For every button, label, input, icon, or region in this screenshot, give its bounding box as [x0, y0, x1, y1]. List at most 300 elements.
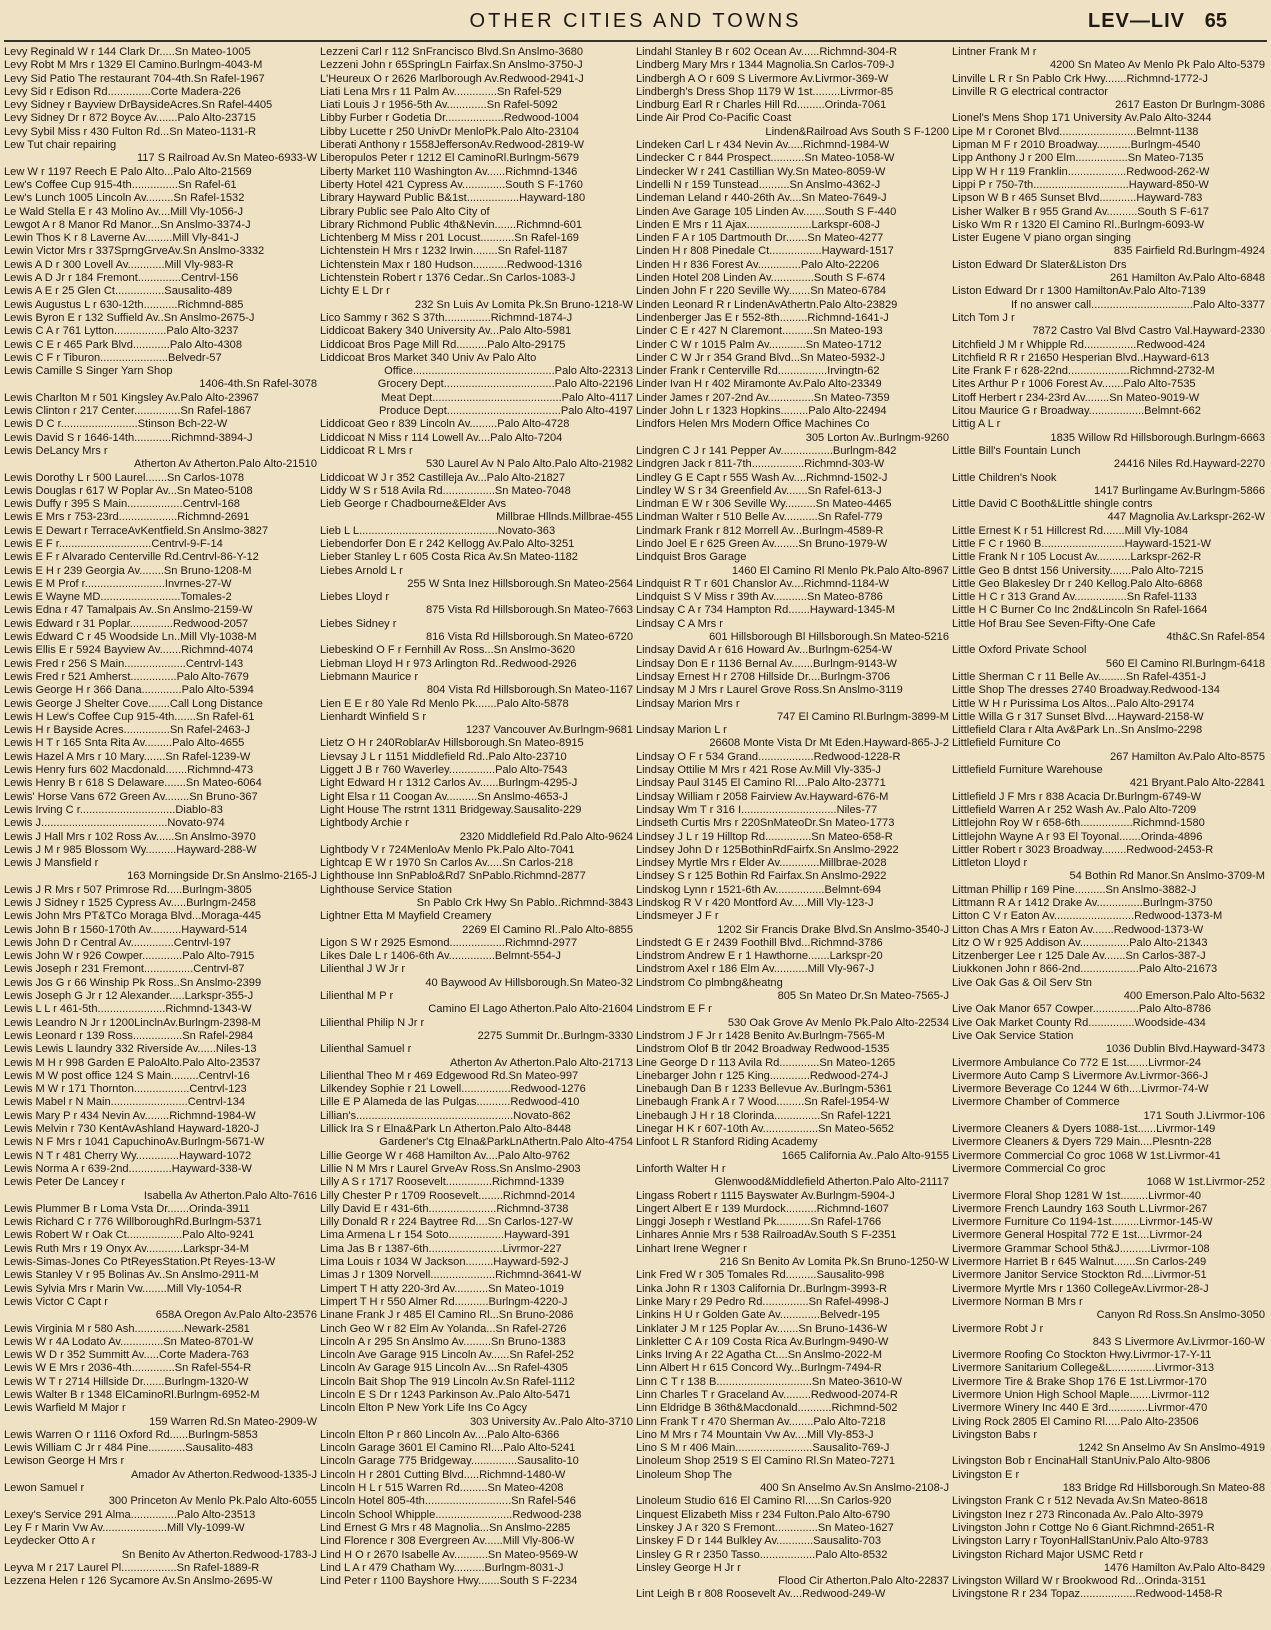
- listing-entry: Linhares Annie Mrs r 538 RailroadAv.South S F-2351: [636, 1229, 897, 1242]
- directory-columns: [4, 46, 1267, 1626]
- listing-entry: Livermore Winery Inc 440 E 3rd.............Livrmor-470: [952, 1402, 1208, 1415]
- listing-entry: Lewis John B r 1560-170th Av..........Hayward-514: [4, 923, 248, 936]
- listing-entry: Lewin Victor Mrs r 337SprngGrveAv.Sn Anslmo-3332: [4, 245, 265, 258]
- listing-entry: Produce Dept.....................................Palo Alto-4197: [378, 405, 633, 418]
- listing-entry: Livermore Robt J r: [952, 1322, 1044, 1335]
- listing-entry: L'Heureux O r 2626 Marlborough Av.Redwood-2941-J: [320, 72, 584, 85]
- listing-entry: Linville R G electrical contractor: [952, 85, 1108, 98]
- listing-entry: Linskey J A r 320 S Fremont..............Sn Mateo-1627: [636, 1521, 894, 1534]
- listing-entry: Light House The rstrnt 1311 Bridgeway.Sausalito-229: [320, 803, 582, 816]
- listing-entry: Lippi P r 750-7th...............................Hayward-850-W: [952, 178, 1209, 191]
- listing-entry: Linden H r 808 Pinedale Ct.................Hayward-1517: [636, 245, 894, 258]
- listing-entry: 303 University Av..Palo Alto-3710: [469, 1415, 633, 1428]
- listing-entry: 1242 Sn Anselmo Av Sn Anslmo-4919: [1078, 1442, 1265, 1455]
- listing-entry: Lindsay M J Mrs r Laurel Grove Ross.Sn Anslmo-3119: [636, 684, 903, 697]
- listing-entry: Lichty E L Dr r: [320, 285, 390, 298]
- listing-entry: Lindsay William r 2058 Fairview Av.Hayward-676-M: [636, 790, 889, 803]
- listing-entry: Limpert T H r 550 Almer Rd...........Burlngm-4220-J: [320, 1295, 568, 1308]
- listing-entry: Lindstedt G E r 2439 Foothill Blvd...Richmnd-3786: [636, 936, 883, 949]
- listing-entry: Lilly Chester P r 1709 Roosevelt........Richmnd-2014: [320, 1189, 576, 1202]
- listing-entry: Liebes Arnold L r: [320, 564, 403, 577]
- listing-entry: Lindbergh A O r 609 S Livermore Av.Livrmor-369-W: [636, 72, 889, 85]
- listing-entry: Lindecker W r 241 Castillian Wy.Sn Mateo-8059-W: [636, 165, 886, 178]
- listing-entry: 183 Bridge Rd Hillsborough.Sn Mateo-88: [1062, 1482, 1265, 1495]
- listing-entry: Lewis D C r.........................Stinson Bch-22-W: [4, 418, 228, 431]
- listing-entry: 4200 Sn Mateo Av Menlo Pk Palo Alto-5379: [1049, 59, 1265, 72]
- listing-entry: Lewis Mabel r N Main.........................Centrvl-134: [4, 1096, 246, 1109]
- listing-entry: Ley F r Marin Vw Av.....................Mill Vly-1099-W: [4, 1521, 245, 1534]
- listing-entry: 1036 Dublin Blvd.Hayward-3473: [1105, 1043, 1265, 1056]
- listing-entry: Lewis Leonard r 139 Ross................Sn Rafel-2984: [4, 1029, 254, 1042]
- listing-entry: Libby Furber r Godetia Dr...................Redwood-1004: [320, 112, 579, 125]
- listing-entry: Little Willa G r 317 Sunset Blvd....Hayward-2158-W: [952, 710, 1204, 723]
- listing-entry: Livermore French Laundry 163 South L.Livrmor-267: [952, 1202, 1208, 1215]
- listing-entry: Likes Dale L r 1406-6th Av...............Belmnt-554-J: [320, 950, 561, 963]
- listing-entry: Lewis Norma A r 639-2nd..............Hayward-338-W: [4, 1162, 252, 1175]
- listing-entry: Little Geo Blakesley Dr r 240 Kellog.Palo Alto-6868: [952, 577, 1203, 590]
- listing-entry: Lewis Fred r 521 Amherst...............Palo Alto-7679: [4, 670, 249, 683]
- listing-entry: Lewis William C Jr r 484 Pine............Sausalito-483: [4, 1442, 254, 1455]
- listing-entry: Lincoln Garage 775 Bridgeway...............Sausalito-10: [320, 1455, 579, 1468]
- listing-entry: Lewis Walter B r 1348 ElCaminoRl.Burlngm-6952-M: [4, 1388, 260, 1401]
- listing-entry: Livermore Norman B Mrs r: [952, 1295, 1083, 1308]
- listing-entry: Lewis Duffy r 395 S Main..................Centrvl-168: [4, 498, 240, 511]
- listing-entry: Linsley George H Jr r: [636, 1561, 741, 1574]
- listing-entry: Lewis C E r 465 Park Blvd............Palo Alto-4308: [4, 338, 243, 351]
- listing-entry: Live Oak Market County Rd...............Woodside-434: [952, 1016, 1206, 1029]
- listing-entry: 747 El Camino Rl.Burlngm-3899-M: [776, 710, 949, 723]
- listing-entry: Liebendorfer Don E r 242 Kellogg Av.Palo Alto-3251: [320, 537, 575, 550]
- listing-entry: Linhart Irene Wegner r: [636, 1242, 747, 1255]
- listing-entry: 1835 Willow Rd Hillsborough.Burlngm-6663: [1050, 431, 1265, 444]
- listing-entry: Littlejohn Roy W r 658-6th.................Richmnd-1580: [952, 817, 1205, 830]
- listing-entry: Lindskog Lynn r 1521-6th Av................Belmnt-694: [636, 883, 882, 896]
- listing-entry: Lewis Mary P r 434 Nevin Av........Richmnd-1984-W: [4, 1109, 256, 1122]
- listing-entry: Lewis Edna r 47 Tamalpais Av..Sn Anslmo-2159-W: [4, 604, 253, 617]
- listing-entry: Lindstrom Co plmbng&heatng: [636, 976, 783, 989]
- listing-entry: Lewis Dorothy L r 500 Laurel.......Sn Carlos-1078: [4, 471, 245, 484]
- listing-entry: Lindquist S V Miss r 39th Av...........Sn Mateo-8786: [636, 591, 883, 604]
- listing-entry: Lewis H r Bayside Acres...............Sn Rafel-2463-J: [4, 724, 251, 737]
- listing-entry: Lindstrom E F r: [636, 1003, 712, 1016]
- listing-entry: Leydecker Otto A r: [4, 1535, 96, 1548]
- listing-entry: Lindquist R T r 601 Chanslor Av....Richmnd-1184-W: [636, 577, 890, 590]
- listing-entry: 255 W Snta Inez Hillsborough.Sn Mateo-2564: [407, 577, 633, 590]
- listing-entry: Lewis Peter De Lancey r: [4, 1176, 125, 1189]
- listing-entry: Sn Pablo Crk Hwy Sn Pablo..Richmnd-3843: [416, 897, 633, 909]
- listing-entry: Lewis Robert W r Oak Ct..................Palo Alto-9241: [4, 1229, 255, 1242]
- listing-entry: Lewis Clinton r 217 Center...............Sn Rafel-1867: [4, 405, 252, 418]
- listing-entry: Lillie George W r 468 Hamilton Av....Palo Alto-9762: [320, 1149, 570, 1162]
- listing-entry: Levy Reginald W r 144 Clark Dr.....Sn Mateo-1005: [4, 46, 251, 58]
- listing-entry: Levy Sybil Miss r 430 Fulton Rd...Sn Mateo-1131-R: [4, 125, 256, 138]
- listing-entry: Lewis Ellis E r 5924 Bayview Av.......Richmnd-4074: [4, 644, 254, 657]
- listing-entry: Linebarger John r 125 King.............Redwood-274-J: [636, 1069, 889, 1082]
- listing-entry: Lindsay Don E r 1136 Bernal Av.......Burlngm-9143-W: [636, 657, 897, 670]
- listing-entry: Light Edward H r 1312 Carlos Av......Burlngm-4295-J: [320, 777, 578, 790]
- listing-entry: Lewis Plummer B r Loma Vsta Dr.......Orinda-3911: [4, 1202, 250, 1215]
- listing-entry: 400 Emerson.Palo Alto-5632: [1123, 990, 1265, 1003]
- listing-entry: Lindsmeyer J F r: [636, 910, 719, 923]
- listing-entry: Lew W r 1197 Reech E Palo Alto...Palo Alto-21569: [4, 165, 252, 178]
- listing-entry: Livermore Harriet B r 645 Walnut.......Sn Carlos-249: [952, 1256, 1207, 1269]
- listing-entry: Lilly A S r 1717 Roosevelt...............Richmnd-1339: [320, 1176, 565, 1189]
- listing-entry: 816 Vista Rd Hillsborough.Sn Mateo-6720: [425, 631, 633, 644]
- listing-entry: Linden Leonard R r LindenAvAthertn.Palo Alto-23829: [636, 298, 898, 311]
- listing-entry: 1068 W 1st.Livrmor-252: [1146, 1176, 1265, 1189]
- listing-entry: Livingstone R r 234 Topaz..................Redwood-1458-R: [952, 1588, 1223, 1601]
- listing-entry: Liddicoat Geo r 839 Lincoln Av.........Palo Alto-4728: [320, 418, 570, 431]
- listing-entry: Liebeskind O F r Fernhill Av Ross...Sn Anslmo-3620: [320, 644, 576, 657]
- listing-entry: Lindstrom Axel r 186 Elm Av...........Mill Vly-967-J: [636, 963, 875, 976]
- listing-entry: Le Wald Stella E r 43 Molino Av....Mill Vly-1056-J: [4, 205, 244, 218]
- listing-entry: Levy Robt M Mrs r 1329 El Camino.Burlngm-4043-M: [4, 59, 263, 72]
- listing-entry: Lezzeni Carl r 112 SnFrancisco Blvd.Sn Anslmo-3680: [320, 46, 584, 58]
- listing-entry: Lewis Jos G r 66 Winship Pk Ross..Sn Anslmo-2399: [4, 976, 262, 989]
- listing-entry: Lewis E F r..............................Centrvl-9-F-14: [4, 537, 223, 550]
- listing-entry: Lindsay C A Mrs r: [636, 617, 723, 630]
- listing-entry: Litch Tom J r: [952, 311, 1015, 324]
- listing-entry: 1476 Hamilton Av.Palo Alto-8429: [1103, 1561, 1265, 1574]
- listing-entry: Litchfield J M r Whipple Rd.................Redwood-424: [952, 338, 1206, 351]
- listing-entry: Library Hayward Public B&1st.................Hayward-180: [320, 192, 586, 205]
- listing-entry: 117 S Railroad Av.Sn Mateo-6933-W: [136, 152, 317, 165]
- listing-entry: 1460 El Camino Rl Menlo Pk.Palo Alto-8967: [731, 564, 949, 577]
- listing-entry: Lewis Victor C Capt r: [4, 1295, 108, 1308]
- listing-entry: Linde Air Prod Co-Pacific Coast: [636, 112, 792, 125]
- listing-entry: Lewis E Mrs r 753-23rd...................Richmnd-2691: [4, 511, 250, 524]
- listing-entry: Lindman E W r 306 Seville Wy..........Sn Mateo-4465: [636, 498, 892, 511]
- listing-entry: Linder C E r 427 N Claremont..........Sn Mateo-193: [636, 325, 883, 338]
- listing-entry: Lister Eugene V piano organ singing: [952, 232, 1131, 245]
- listing-entry: Lindsey Myrtle Mrs r Elder Av.............Millbrae-2028: [636, 857, 887, 870]
- listing-entry: Little H C Burner Co Inc 2nd&Lincoln Sn Rafel-1664: [952, 604, 1208, 617]
- listing-entry: Linoleum Studio 616 El Camino Rl.....Sn Carlos-920: [636, 1495, 892, 1508]
- listing-entry: Gardener's Ctg Elna&ParkLnAthertn.Palo Alto-4754: [379, 1136, 633, 1149]
- listing-entry: 2617 Easton Dr Burlngm-3086: [1115, 99, 1265, 112]
- listing-entry: Littlefield Warren A r 252 Wash Av..Palo Alto-7209: [952, 803, 1197, 816]
- listing-entry: 875 Vista Rd Hillsborough.Sn Mateo-7663: [425, 604, 633, 617]
- listing-entry: 1237 Vancouver Av.Burlngm-9681: [465, 724, 633, 737]
- listing-entry: Lindgren C J r 141 Pepper Av.................Burlngm-842: [636, 444, 897, 457]
- listing-entry: Lewis J Hall Mrs r 102 Ross Av......Sn Anslmo-3970: [4, 830, 256, 843]
- listing-entry: Lillick Ira S r Elna&Park Ln Atherton.Palo Alto-8448: [320, 1123, 571, 1136]
- listing-entry: 2320 Middlefield Rd.Palo Alto-9624: [459, 830, 633, 843]
- listing-entry: Libby Lucette r 250 UnivDr MenloPk.Palo Alto-23104: [320, 125, 580, 138]
- listing-entry: Livingston John r Cottge No 6 Giant.Richmnd-2651-R: [952, 1521, 1215, 1534]
- listing-entry: Liebes Sidney r: [320, 617, 397, 630]
- listing-entry: Lillie N M Mrs r Laurel GrveAv Ross.Sn Anslmo-2903: [320, 1162, 581, 1175]
- listing-entry: Liddicoat Bros Page Mill Rd..........Palo Alto-29175: [320, 338, 566, 351]
- listing-entry: Lindgren Jack r 811-7th.................Richmnd-303-W: [636, 458, 885, 471]
- listing-entry: Liberati Anthony r 1558JeffersonAv.Redwood-2819-W: [320, 139, 584, 152]
- listing-entry: Lew Tut chair repairing: [4, 139, 117, 152]
- listing-entry: Linka John R r 1303 California Dr..Burlngm-3993-R: [636, 1282, 887, 1295]
- listing-entry: Livermore Cleaners & Dyers 1088-1st......Livrmor-149: [952, 1123, 1216, 1136]
- listing-entry: Livingston Frank C r 512 Nevada Av.Sn Mateo-8618: [952, 1495, 1208, 1508]
- listing-entry: 163 Morningside Dr.Sn Anslmo-2165-J: [127, 870, 317, 883]
- listing-entry: Linoleum Shop 2519 S El Camino Rl.Sn Mateo-7271: [636, 1455, 896, 1468]
- listing-entry: Linder John L r 1323 Hopkins.........Palo Alto-22494: [636, 405, 887, 418]
- listing-entry: 804 Vista Rd Hillsborough.Sn Mateo-1167: [426, 684, 633, 697]
- listing-entry: Lew's Coffee Cup 915-4th...............Sn Rafel-61: [4, 178, 237, 191]
- listing-entry: Link Fred W r 305 Tomales Rd..........Sausalito-998: [636, 1269, 885, 1282]
- listing-entry: Lino S M r 406 Main.........................Sausalito-769-J: [636, 1442, 890, 1455]
- listing-entry: Limpert T H atty 220-3rd Av...........Sn Mateo-1019: [320, 1282, 564, 1295]
- listing-entry: Lewgot A r 8 Manor Rd Manor...Sn Anslmo-3374-J: [4, 218, 251, 231]
- listing-entry: Lindseth Curtis Mrs r 220SnMateoDr.Sn Mateo-1773: [636, 817, 895, 830]
- listing-entry: Linden E Mrs r 11 Ajax.....................Larkspr-608-J: [636, 218, 880, 231]
- directory-column-4: [952, 46, 1267, 1626]
- listing-entry: Littlejohn Wayne A r 93 El Toyonal.......Orinda-4896: [952, 830, 1203, 843]
- listing-entry: Sn Benito Av Atherton.Redwood-1783-J: [121, 1548, 317, 1561]
- listing-entry: Lindsay O F r 534 Grand..................Redwood-1228-R: [636, 750, 901, 763]
- listing-entry: Lewis Camille S Singer Yarn Shop: [4, 365, 173, 378]
- listing-entry: Live Oak Service Station: [952, 1029, 1074, 1042]
- listing-entry: Lindsay Marion L r: [636, 724, 727, 737]
- listing-entry: Lilienthal M P r: [320, 990, 394, 1003]
- listing-entry: Glenwood&Middlefield Atherton.Palo Alto-21117: [714, 1176, 949, 1189]
- listing-entry: Linden Hotel 208 Linden Av..............South S F-674: [636, 272, 886, 285]
- listing-entry: Littlefield Furniture Warehouse: [952, 764, 1103, 777]
- page-header: [0, 0, 1271, 36]
- listing-entry: Livermore Auto Camp S Livermore Av.Livrmor-366-J: [952, 1069, 1209, 1082]
- listing-entry: Lewis A D Jr r 184 Fremont..............Centrvl-156: [4, 272, 239, 285]
- listing-entry: Linder James r 207-2nd Av...............Sn Mateo-7359: [636, 391, 890, 404]
- listing-entry: Litzenberger Lee r 125 Dale Av.......Sn Carlos-387-J: [952, 950, 1206, 963]
- listing-entry: Lincoln A r 295 Sn Anslmo Av.........Sn Bruno-1383: [320, 1335, 566, 1348]
- listing-entry: Litz O W r 925 Addison Av................Palo Alto-21343: [952, 936, 1208, 949]
- listing-entry: Livingston Bob r EncinaHall StanUniv.Palo Alto-9806: [952, 1455, 1211, 1468]
- listing-entry: Atherton Av Atherton.Palo Alto-21510: [134, 458, 317, 471]
- listing-entry: 1417 Burlingame Av.Burlngm-5866: [1093, 484, 1265, 497]
- listing-entry: Litou Maurice G r Broadway..................Belmnt-662: [952, 405, 1201, 418]
- listing-entry: Lindstrom Andrew E r 1 Hawthorne.......Larkspr-20: [636, 950, 883, 963]
- listing-entry: Lindenberger Jas E r 552-8th.........Richmnd-1641-J: [636, 311, 889, 324]
- listing-entry: Linquest Elizabeth Miss r 234 Fulton.Palo Alto-6790: [636, 1508, 891, 1521]
- listing-entry: Lincoln Elton P r 860 Lincoln Av....Palo Alto-6366: [320, 1428, 560, 1441]
- listing-entry: Lichtenstein Robert r 1376 Cedar..Sn Carlos-1083-J: [320, 272, 576, 285]
- listing-entry: Liggett J B r 760 Waverley...............Palo Alto-7543: [320, 764, 568, 777]
- listing-entry: Lima Jas B r 1387-6th........................Livrmor-227: [320, 1242, 562, 1255]
- listing-entry: Lewis John Mrs PT&TCo Moraga Blvd...Moraga-445: [4, 910, 262, 923]
- listing-entry: Little W H r Purissima Los Altos...Palo Alto-29174: [952, 697, 1195, 710]
- listing-entry: Lind Peter r 1100 Bayshore Hwy.......South S F-2234: [320, 1575, 578, 1588]
- listing-entry: Liddicoat W J r 352 Castilleja Av...Palo Alto-21827: [320, 471, 566, 484]
- listing-entry: Lindeken Carl L r 434 Nevin Av.....Richmnd-1984-W: [636, 139, 890, 152]
- listing-entry: 232 Sn Luis Av Lomita Pk.Sn Bruno-1218-W: [414, 298, 633, 311]
- listing-entry: Lincoln Ave Garage 915 Lincoln Av......Sn Rafel-252: [320, 1349, 575, 1362]
- listing-entry: Liukkonen John r 866-2nd...................Palo Alto-21673: [952, 963, 1218, 976]
- listing-entry: Liddicoat Bakery 340 University Av...Palo Alto-5981: [320, 325, 572, 338]
- listing-entry: Lewis Joseph G Jr r 12 Alexander.....Larkspr-355-J: [4, 990, 254, 1003]
- listing-entry: Lewis A D r 300 Lovell Av............Mill Vly-983-R: [4, 258, 234, 271]
- listing-entry: Lichtenstein Max r 180 Hudson...........Redwood-1316: [320, 258, 583, 271]
- listing-entry: Lipe M r Coronet Blvd.........................Belmnt-1138: [952, 125, 1199, 138]
- listing-entry: Lezzena Helen r 126 Sycamore Av.Sn Anslmo-2695-W: [4, 1575, 273, 1588]
- listing-entry: 171 South J.Livrmor-106: [1143, 1109, 1265, 1122]
- listing-entry: Liddy W S r 518 Avila Rd.................Sn Mateo-7048: [320, 484, 571, 497]
- listing-entry: Lieb L L.............................................Novato-363: [320, 524, 556, 537]
- directory-column-3: [636, 46, 951, 1626]
- listing-entry: Lewis Richard C r 776 WillboroughRd.Burlngm-5371: [4, 1216, 262, 1229]
- listing-entry: Camino El Lago Atherton.Palo Alto-21604: [428, 1003, 633, 1016]
- listing-entry: Linden John F r 220 Seville Wy.......Sn Mateo-6784: [636, 285, 887, 298]
- listing-entry: 267 Hamilton Av.Palo Alto-8575: [1109, 750, 1265, 763]
- listing-entry: Lewis E H r 239 Georgia Av........Sn Bruno-1208-M: [4, 564, 252, 577]
- listing-entry: Linggi Joseph r Westland Pk...........Sn Rafel-1766: [636, 1216, 882, 1229]
- listing-entry: Linder C W r 1015 Palm Av............Sn Mateo-1712: [636, 338, 882, 351]
- listing-entry: Lewis Virginia M r 580 Ash................Newark-2581: [4, 1322, 250, 1335]
- listing-entry: Lindsay Marion Mrs r: [636, 697, 740, 710]
- listing-entry: Canyon Rd Ross.Sn Anslmo-3050: [1096, 1309, 1265, 1322]
- listing-entry: 658A Oregon Av.Palo Alto-23576: [155, 1309, 317, 1322]
- listing-entry: Lewis M W post office 124 S Main.........Centrvl-16: [4, 1069, 250, 1082]
- listing-entry: Lewis L L r 461-5th......................Richmnd-1343-W: [4, 1003, 252, 1016]
- listing-entry: Linder Ivan H r 402 Miramonte Av.Palo Alto-23349: [636, 378, 882, 391]
- listing-entry: Livermore Commercial Co groc 1068 W 1st.Livrmor-41: [952, 1149, 1221, 1162]
- listing-entry: Livermore Union High School Maple.......Livrmor-112: [952, 1388, 1210, 1401]
- listing-entry: 54 Bothin Rd Manor.Sn Anslmo-3709-M: [1069, 870, 1265, 883]
- listing-entry: Lindsey J L r 19 Hilltop Rd...............Sn Mateo-658-R: [636, 830, 893, 843]
- listing-entry: Liati Lena Mrs r 11 Palm Av..............Sn Rafel-529: [320, 85, 562, 98]
- listing-entry: 4th&C.Sn Rafel-854: [1166, 631, 1265, 644]
- listing-entry: Lint Leigh B r 808 Roosevelt Av....Redwood-249-W: [636, 1588, 886, 1601]
- listing-entry: 7872 Castro Val Blvd Castro Val.Hayward-2330: [1032, 325, 1265, 338]
- listing-entry: Livermore Ambulance Co 772 E 1st.......Livrmor-24: [952, 1056, 1202, 1069]
- listing-entry: Lindberg Mary Mrs r 1344 Magnolia.Sn Carlos-709-J: [636, 59, 895, 72]
- listing-entry: Lichtenberg M Miss r 201 Locust...........Sn Rafel-169: [320, 232, 579, 245]
- listing-entry: Lightner Etta M Mayfield Creamery: [320, 910, 492, 923]
- listing-entry: Lindsay Ernest H r 2708 Hillside Dr....Burlngm-3706: [636, 670, 891, 683]
- listing-entry: Lindquist Bros Garage: [636, 551, 747, 564]
- listing-entry: Linforth Walter H r: [636, 1162, 726, 1175]
- listing-entry: Lindeman Leland r 440-26th Av....Sn Mateo-7649-J: [636, 192, 887, 205]
- listing-entry: Littler Robert r 3023 Broadway........Redwood-2453-R: [952, 843, 1214, 856]
- listing-entry: Lewis Warfield M Major r: [4, 1402, 126, 1415]
- listing-entry: Littmann R A r 1412 Drake Av...............Burlngm-3750: [952, 897, 1213, 909]
- listing-entry: Linn C T r 138 B...............................Sn Mateo-3610-W: [636, 1375, 902, 1388]
- listing-entry: Livermore Sanitarium College&L..............Livrmor-313: [952, 1362, 1215, 1375]
- listing-entry: Lewin Thos K r 8 Laverne Av.........Mill Vly-841-J: [4, 232, 239, 245]
- directory-column-1: [4, 46, 319, 1626]
- listing-entry: Leyva M r 217 Laurel Pl..................Sn Rafel-1889-R: [4, 1561, 260, 1574]
- listing-entry: Atherton Av Atherton.Palo Alto-21713: [450, 1056, 633, 1069]
- listing-entry: Linskey F D r 144 Bulkley Av............Sausalito-703: [636, 1535, 881, 1548]
- page-title: OTHER CITIES AND TOWNS: [469, 10, 802, 32]
- listing-entry: Lind Ernest G Mrs r 48 Magnolia...Sn Anslmo-2285: [320, 1521, 571, 1534]
- listing-entry: Lincoln Hotel 805-4th............................Sn Rafel-546: [320, 1495, 576, 1508]
- listing-entry: 835 Fairfield Rd.Burlngm-4924: [1113, 245, 1265, 258]
- listing-entry: Linfoot L R Stanford Riding Academy: [636, 1136, 818, 1149]
- listing-entry: Library Richmond Public 4th&Nevin.......Richmnd-601: [320, 218, 583, 231]
- listing-entry: Littleton Lloyd r: [952, 857, 1028, 870]
- listing-entry: Lewis Stanley V r 95 Bolinas Av..Sn Anslmo-2911-M: [4, 1269, 259, 1282]
- listing-entry: Lightbody Archie r: [320, 817, 409, 830]
- listing-entry: Lewis George H r 366 Dana.............Palo Alto-5394: [4, 684, 254, 697]
- listing-entry: Lewis N T r 481 Cherry Wy..............Hayward-1072: [4, 1149, 252, 1162]
- listing-entry: Lincoln H L r 515 Warren Rd.........Sn Mateo-4208: [320, 1482, 564, 1495]
- listing-entry: 601 Hillsborough Bl Hillsborough.Sn Mateo-5216: [709, 631, 949, 644]
- listing-entry: Lewis DeLancy Mrs r: [4, 444, 108, 457]
- listing-entry: Linden&Railroad Avs South S F-1200: [765, 125, 949, 138]
- listing-entry: Lindahl Stanley B r 602 Ocean Av......Richmnd-304-R: [636, 46, 898, 58]
- listing-entry: Lewis M H r 998 Garden E PaloAlto.Palo Alto-23537: [4, 1056, 261, 1069]
- listing-entry: Littlefield Clara r Alta Av&Park Ln..Sn Anslmo-2298: [952, 724, 1203, 737]
- listing-entry: Lewis E Wayne MD..........................Tomales-2: [4, 591, 232, 604]
- listing-entry: 421 Bryant.Palo Alto-22841: [1129, 777, 1265, 790]
- listing-entry: Livermore Tire & Brake Shop 176 E 1st.Livrmor-170: [952, 1375, 1207, 1388]
- listing-entry: Little Sherman C r 11 Belle Av.........Sn Rafel-4351-J: [952, 670, 1207, 683]
- listing-entry: Little Ernest K r 51 Hillcrest Rd.......Mill Vly-1084: [952, 524, 1189, 537]
- guide-words: LEV—LIV: [1087, 10, 1185, 32]
- listing-entry: Linegar H K r 607-10th Av..................Sn Mateo-5652: [636, 1123, 894, 1136]
- listing-entry: Linoleum Shop The: [636, 1468, 733, 1481]
- listing-entry: Lewis Lewis L laundry 332 Riverside Av......Niles-13: [4, 1043, 257, 1056]
- listing-entry: Lewis H Lew's Coffee Cup 915-4th.......Sn Rafel-61: [4, 710, 255, 723]
- listing-entry: Linane Frank J r 485 El Camino Rl...Sn Bruno-2086: [320, 1309, 574, 1322]
- listing-entry: Lindfors Helen Mrs Modern Office Machines Co: [636, 418, 870, 431]
- listing-entry: Linke Mary r 29 Pedro Rd...............Sn Rafel-4998-J: [636, 1295, 889, 1308]
- listing-entry: Livermore Janitor Service Stockton Rd....Livrmor-51: [952, 1269, 1207, 1282]
- listing-entry: Library Public see Palo Alto City of: [320, 205, 490, 218]
- listing-entry: Lightbody V r 724MenloAv Menlo Pk.Palo Alto-7041: [320, 843, 575, 856]
- listing-entry: 2269 El Camino Rl..Palo Alto-8855: [462, 923, 633, 936]
- listing-entry: Lewis J Mansfield r: [4, 857, 99, 870]
- listing-entry: Lewis Ruth Mrs r 19 Onyx Av............Larkspr-34-M: [4, 1242, 249, 1255]
- listing-entry: Lilly Donald R r 224 Baytree Rd....Sn Carlos-127-W: [320, 1216, 573, 1229]
- listing-entry: Linch Geo W r 82 Elm Av Yolanda...Sn Rafel-2726: [320, 1322, 567, 1335]
- listing-entry: Littlefield Furniture Co: [952, 737, 1061, 750]
- listing-entry: Lieber Stanley L r 605 Costa Rica Av.Sn Mateo-1182: [320, 551, 578, 564]
- listing-entry: Livingston Willard W r Brookwood Rd...Orinda-3151: [952, 1575, 1207, 1588]
- listing-entry: 1202 Sir Francis Drake Blvd.Sn Anslmo-3540-J: [717, 923, 949, 936]
- listing-entry: Liati Louis J r 1956-5th Av.............Sn Rafel-5092: [320, 99, 558, 112]
- listing-entry: Lewis E Dewart r TerraceAvKentfield.Sn Anslmo-3827: [4, 524, 269, 537]
- listing-entry: Livermore Beverage Co 1244 W 6th....Livrmor-74-W: [952, 1083, 1209, 1096]
- listing-entry: Lima Armena L r 154 Soto..................Hayward-391: [320, 1229, 570, 1242]
- listing-entry: Lewis Henry furs 602 Macdonald.......Richmnd-473: [4, 764, 254, 777]
- listing-entry: Meat Dept..........................................Palo Alto-4117: [381, 391, 633, 404]
- listing-entry: Little Geo B dntst 156 University.......Palo Alto-7215: [952, 564, 1204, 577]
- listing-entry: Lindbergh's Dress Shop 1179 W 1st.........Livrmor-85: [636, 85, 894, 98]
- listing-entry: Lewis Byron E r 132 Suffield Av..Sn Anslmo-2675-J: [4, 311, 255, 324]
- listing-entry: Litoff Herbert r 234-23rd Av........Sn Mateo-9019-W: [952, 391, 1200, 404]
- listing-entry: Liddicoat R L Mrs r: [320, 444, 413, 457]
- listing-entry: Linn Charles T r Graceland Av.........Redwood-2074-R: [636, 1388, 898, 1401]
- listing-entry: Lewis Henry B r 618 S Delaware.......Sn Mateo-6064: [4, 777, 262, 790]
- listing-entry: Lewis J Sidney r 1525 Cypress Av.....Burlngm-2458: [4, 897, 256, 909]
- listing-entry: Lisher Walker B r 955 Grand Av..........South S F-617: [952, 205, 1209, 218]
- listing-entry: Lindo Joel E r 625 Green Av........Sn Bruno-1979-W: [636, 537, 888, 550]
- listing-entry: Liberopulos Peter r 1212 El CaminoRl.Burlngm-5679: [320, 152, 579, 165]
- listing-entry: Lino M Mrs r 74 Mountain Vw Av....Mill Vly-853-J: [636, 1428, 874, 1441]
- listing-entry: Lexey's Service 291 Alma...............Palo Alto-23513: [4, 1508, 256, 1521]
- listing-entry: Line George D r 113 Avila Rd.............Sn Mateo-1265: [636, 1056, 896, 1069]
- listing-entry: Lites Arthur P r 1006 Forest Av.......Palo Alto-7535: [952, 378, 1196, 391]
- listing-entry: Lewis Leandro N Jr r 1200LinclnAv.Burlngm-2398-M: [4, 1016, 261, 1029]
- directory-column-2: [320, 46, 635, 1626]
- listing-entry: Lingass Robert r 1115 Bayswater Av.Burlngm-5904-J: [636, 1189, 895, 1202]
- listing-entry: Lewis J R Mrs r 507 Primrose Rd.....Burlngm-3805: [4, 883, 252, 896]
- listing-entry: Lewis George J Shelter Cove.......Call Long Distance: [4, 697, 263, 710]
- listing-entry: Lilly David E r 431-6th......................Richmnd-3738: [320, 1202, 569, 1215]
- listing-entry: Littig A L r: [952, 418, 1001, 431]
- listing-entry: Linebaugh Frank A r 7 Wood.........Sn Rafel-1954-W: [636, 1096, 890, 1109]
- listing-entry: Lilienthal Theo M r 469 Edgewood Rd.Sn Mateo-997: [320, 1069, 579, 1082]
- listing-entry: Linden Ave Garage 105 Linden Av.......South S F-440: [636, 205, 897, 218]
- listing-entry: Lewis H T r 165 Snta Rita Av.........Palo Alto-4655: [4, 737, 245, 750]
